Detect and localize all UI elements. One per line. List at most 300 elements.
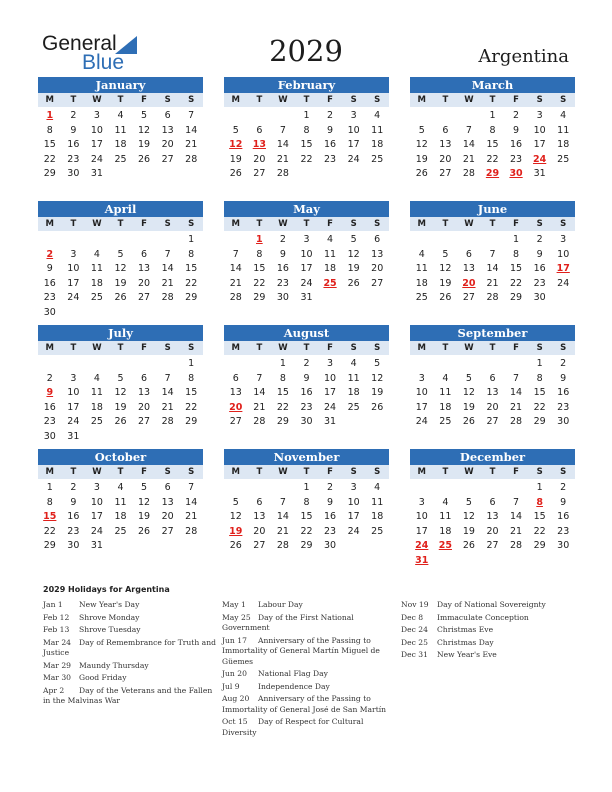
day-cell: 20 (253, 153, 266, 165)
day-cell: 18 (90, 401, 103, 413)
holiday-date: Mar 29 (43, 660, 72, 670)
day-cell: 10 (67, 387, 80, 398)
day-cell: 5 (117, 248, 124, 260)
day-cell: 2 (279, 234, 286, 245)
day-cell: 8 (303, 496, 310, 508)
day-cell: 21 (276, 153, 289, 165)
day-cell: 6 (232, 372, 239, 384)
day-cell: 2 (303, 358, 310, 369)
day-cell: 10 (557, 248, 570, 260)
day-cell: 3 (93, 110, 100, 121)
weekday-label: F (513, 343, 519, 353)
empty-cell (481, 357, 505, 372)
weekday-label: S (374, 343, 381, 353)
day-cell: 25 (114, 153, 127, 165)
day-cell: 15 (185, 387, 198, 398)
day-cell: 13 (161, 124, 174, 136)
day-cell: 6 (489, 496, 496, 508)
day-cell: 22 (300, 525, 313, 537)
day-cell: 12 (462, 511, 475, 522)
day-cell: 12 (347, 248, 360, 260)
weekday-label: W (278, 343, 288, 353)
day-cell: 19 (138, 511, 151, 522)
day-cell: 18 (114, 139, 127, 150)
holiday-item (222, 694, 397, 715)
month-title: September (410, 325, 575, 341)
day-cell: 26 (229, 540, 242, 551)
month-title: February (224, 77, 389, 93)
holiday-item (401, 638, 576, 649)
day-grid (410, 481, 575, 568)
day-cell: 4 (117, 110, 124, 121)
empty-cell (271, 109, 295, 124)
day-cell: 10 (300, 248, 313, 260)
holiday-day-cell: 30 (509, 168, 523, 179)
day-cell: 14 (229, 263, 242, 274)
holiday-name: Independence Day (258, 681, 330, 691)
day-cell: 24 (324, 401, 337, 413)
day-cell: 23 (324, 525, 337, 537)
day-cell: 5 (465, 496, 472, 508)
holiday-date: Dec 8 (401, 612, 424, 622)
day-cell: 6 (489, 372, 496, 384)
day-cell: 22 (300, 153, 313, 165)
day-cell: 23 (67, 153, 80, 165)
holiday-item (43, 661, 218, 672)
day-cell: 10 (347, 496, 360, 508)
day-cell: 6 (141, 372, 148, 384)
day-cell: 8 (256, 248, 263, 260)
holiday-column (401, 600, 576, 663)
day-cell: 21 (510, 401, 523, 413)
day-cell: 16 (67, 139, 80, 150)
weekday-label: S (536, 95, 543, 105)
day-cell: 2 (327, 482, 334, 493)
holiday-item (222, 636, 397, 668)
day-cell: 2 (46, 372, 53, 384)
day-cell: 28 (229, 292, 242, 303)
month-december (410, 449, 575, 568)
day-cell: 23 (43, 416, 56, 427)
day-cell: 27 (486, 540, 499, 551)
day-cell: 8 (188, 372, 195, 384)
day-cell: 29 (276, 416, 289, 427)
calendar-year: 2029 (269, 34, 343, 68)
day-cell: 9 (303, 372, 310, 384)
day-cell: 27 (253, 540, 266, 551)
day-cell: 19 (371, 387, 384, 398)
day-cell: 18 (557, 139, 570, 150)
holiday-name: Day of the Veterans and the Fallen in the Malvinas War (43, 685, 213, 705)
day-cell: 15 (253, 263, 266, 274)
day-cell: 3 (350, 110, 357, 121)
weekday-label: M (231, 95, 241, 105)
day-cell: 8 (46, 124, 53, 136)
holiday-name: Day of Remembrance for Truth and Justice (43, 637, 216, 657)
day-cell: 14 (510, 511, 523, 522)
day-cell: 1 (188, 234, 195, 245)
empty-cell (248, 109, 272, 124)
weekday-label: M (231, 467, 241, 477)
weekday-label: W (92, 467, 102, 477)
weekday-header-row (410, 217, 575, 231)
holiday-item (222, 613, 397, 634)
day-cell: 23 (276, 277, 289, 289)
holiday-date: Feb 12 (43, 612, 70, 622)
weekday-label: S (350, 467, 357, 477)
day-grid (410, 233, 575, 306)
day-cell: 4 (93, 372, 100, 384)
weekday-label: F (327, 343, 333, 353)
holiday-name: Day of Respect for Cultural Diversity (222, 717, 364, 737)
day-cell: 3 (350, 482, 357, 493)
day-cell: 14 (253, 387, 266, 398)
weekday-label: S (188, 95, 195, 105)
empty-cell (224, 481, 248, 496)
day-cell: 11 (90, 387, 103, 398)
empty-cell (457, 357, 481, 372)
holiday-name: Anniversary of the Passing to Immortality of General Martín Miguel de Güemes (222, 635, 380, 666)
day-cell: 31 (533, 168, 546, 179)
day-cell: 10 (415, 387, 428, 398)
day-cell: 14 (462, 139, 475, 150)
day-cell: 4 (374, 110, 381, 121)
weekday-label: W (278, 219, 288, 229)
weekday-label: S (188, 343, 195, 353)
weekday-label: T (489, 95, 496, 105)
day-cell: 14 (510, 387, 523, 398)
empty-cell (434, 357, 458, 372)
day-cell: 23 (557, 401, 570, 413)
holiday-name: Good Friday (79, 673, 127, 682)
day-cell: 30 (67, 168, 80, 179)
holiday-day-cell: 24 (533, 153, 547, 165)
holiday-name: National Flag Day (258, 669, 328, 678)
day-cell: 10 (415, 511, 428, 522)
day-grid (224, 481, 389, 554)
weekday-label: T (256, 343, 263, 353)
day-cell: 5 (465, 372, 472, 384)
day-cell: 10 (347, 124, 360, 136)
weekday-label: T (117, 219, 124, 229)
day-cell: 24 (347, 525, 360, 537)
holiday-column (222, 600, 397, 740)
holiday-item (43, 600, 218, 611)
day-cell: 20 (138, 277, 151, 289)
day-cell: 26 (138, 153, 151, 165)
day-cell: 21 (185, 511, 198, 522)
day-cell: 11 (439, 511, 452, 522)
holiday-date: Mar 30 (43, 673, 72, 682)
day-cell: 25 (114, 525, 127, 537)
day-cell: 30 (67, 540, 80, 551)
weekday-label: T (117, 467, 124, 477)
weekday-label: F (327, 467, 333, 477)
weekday-label: S (350, 219, 357, 229)
day-cell: 20 (371, 263, 384, 274)
day-cell: 8 (279, 372, 286, 384)
day-cell: 12 (138, 496, 151, 508)
weekday-label: T (489, 467, 496, 477)
weekday-label: T (303, 95, 310, 105)
empty-cell (132, 357, 156, 372)
month-april (38, 201, 203, 320)
holiday-name: Day of the First National Government (222, 612, 354, 632)
day-cell: 22 (486, 153, 499, 165)
empty-cell (248, 357, 272, 372)
weekday-label: M (417, 219, 427, 229)
holidays-title: 2029 Holidays for Argentina (43, 585, 170, 594)
weekday-label: S (350, 95, 357, 105)
day-cell: 13 (138, 387, 151, 398)
day-cell: 23 (67, 525, 80, 537)
weekday-label: F (513, 467, 519, 477)
day-cell: 4 (560, 110, 567, 121)
day-grid (224, 233, 389, 306)
day-cell: 22 (533, 401, 546, 413)
day-grid (224, 357, 389, 430)
day-cell: 29 (185, 292, 198, 303)
month-title: December (410, 449, 575, 465)
weekday-header-row (410, 93, 575, 107)
day-cell: 31 (90, 168, 103, 179)
day-cell: 2 (70, 110, 77, 121)
day-cell: 27 (253, 168, 266, 179)
weekday-label: T (442, 219, 449, 229)
empty-cell (224, 233, 248, 248)
day-cell: 19 (439, 277, 452, 289)
day-cell: 8 (188, 248, 195, 260)
weekday-header-row (38, 341, 203, 355)
day-cell: 30 (533, 292, 546, 303)
weekday-label: T (256, 467, 263, 477)
day-cell: 14 (276, 139, 289, 150)
day-cell: 21 (161, 401, 174, 413)
day-cell: 15 (533, 387, 546, 398)
day-cell: 13 (229, 387, 242, 398)
day-cell: 10 (324, 372, 337, 384)
weekday-label: T (256, 219, 263, 229)
weekday-label: W (92, 219, 102, 229)
weekday-label: F (513, 95, 519, 105)
day-cell: 18 (90, 277, 103, 289)
day-grid (38, 109, 203, 182)
day-cell: 18 (371, 511, 384, 522)
day-cell: 24 (67, 416, 80, 427)
day-cell: 15 (300, 139, 313, 150)
day-cell: 2 (513, 110, 520, 121)
holiday-day-cell: 20 (462, 277, 476, 289)
day-cell: 23 (557, 525, 570, 537)
holiday-day-cell: 8 (536, 496, 543, 508)
day-cell: 14 (276, 511, 289, 522)
holiday-day-cell: 1 (46, 110, 54, 121)
day-cell: 15 (533, 511, 546, 522)
weekday-header-row (38, 465, 203, 479)
day-cell: 28 (462, 168, 475, 179)
day-cell: 5 (141, 482, 148, 493)
day-cell: 27 (138, 416, 151, 427)
weekday-header-row (38, 217, 203, 231)
day-cell: 20 (138, 401, 151, 413)
holiday-item (222, 600, 397, 611)
day-cell: 16 (43, 277, 56, 289)
day-cell: 1 (279, 358, 286, 369)
empty-cell (481, 233, 505, 248)
month-title: January (38, 77, 203, 93)
day-cell: 4 (350, 358, 357, 369)
weekday-label: F (327, 219, 333, 229)
weekday-label: T (256, 95, 263, 105)
day-grid (38, 481, 203, 554)
month-title: July (38, 325, 203, 341)
holiday-date: Dec 24 (401, 625, 428, 634)
day-cell: 1 (188, 358, 195, 369)
day-cell: 14 (185, 496, 198, 508)
day-cell: 21 (276, 525, 289, 537)
day-cell: 16 (557, 511, 570, 522)
weekday-header-row (410, 465, 575, 479)
day-cell: 29 (185, 416, 198, 427)
holiday-date: Jul 9 (222, 681, 240, 691)
day-cell: 23 (324, 153, 337, 165)
empty-cell (410, 357, 434, 372)
weekday-label: T (70, 343, 77, 353)
empty-cell (434, 109, 458, 124)
weekday-label: S (164, 95, 171, 105)
day-cell: 17 (67, 401, 80, 413)
day-cell: 13 (439, 139, 452, 150)
month-july (38, 325, 203, 444)
day-cell: 29 (510, 292, 523, 303)
day-cell: 18 (347, 387, 360, 398)
weekday-header-row (224, 93, 389, 107)
day-cell: 9 (327, 496, 334, 508)
weekday-header-row (224, 465, 389, 479)
day-cell: 3 (93, 482, 100, 493)
day-cell: 22 (185, 401, 198, 413)
holiday-day-cell: 1 (256, 234, 263, 245)
day-cell: 26 (462, 416, 475, 427)
empty-cell (132, 233, 156, 248)
day-cell: 27 (486, 416, 499, 427)
day-cell: 27 (439, 168, 452, 179)
holiday-item (222, 669, 397, 680)
weekday-label: T (442, 467, 449, 477)
day-cell: 4 (117, 482, 124, 493)
empty-cell (85, 357, 109, 372)
weekday-label: M (417, 95, 427, 105)
day-cell: 22 (43, 525, 56, 537)
day-cell: 30 (300, 416, 313, 427)
holiday-name: Anniversary of the Passing to Immortality of General José de San Martín (222, 694, 387, 714)
day-cell: 1 (536, 482, 543, 493)
holiday-item (222, 682, 397, 693)
weekday-label: S (164, 219, 171, 229)
day-cell: 30 (43, 306, 56, 318)
day-cell: 16 (43, 401, 56, 413)
holiday-name: New Year's Day (79, 600, 140, 609)
empty-cell (109, 233, 133, 248)
weekday-label: F (141, 343, 147, 353)
holiday-date: Jan 1 (43, 600, 63, 609)
weekday-label: M (231, 219, 241, 229)
weekday-label: S (536, 343, 543, 353)
holiday-day-cell: 24 (415, 540, 429, 551)
day-cell: 11 (415, 263, 428, 274)
holiday-name: Maundy Thursday (79, 660, 149, 670)
empty-cell (410, 109, 434, 124)
day-cell: 13 (462, 263, 475, 274)
day-cell: 13 (486, 511, 499, 522)
day-cell: 5 (232, 124, 239, 136)
holiday-day-cell: 2 (46, 248, 54, 260)
day-cell: 21 (185, 139, 198, 150)
day-cell: 2 (70, 482, 77, 493)
day-cell: 9 (560, 496, 567, 508)
day-cell: 29 (533, 540, 546, 551)
day-cell: 1 (303, 482, 310, 493)
day-cell: 17 (347, 139, 360, 150)
day-cell: 6 (164, 110, 171, 121)
day-cell: 10 (90, 496, 103, 508)
day-cell: 2 (536, 234, 543, 245)
empty-cell (156, 233, 180, 248)
weekday-label: T (117, 343, 124, 353)
holiday-name: Christmas Day (437, 637, 494, 647)
weekday-label: S (164, 467, 171, 477)
empty-cell (457, 233, 481, 248)
day-cell: 13 (138, 263, 151, 274)
month-june (410, 201, 575, 306)
weekday-label: S (536, 467, 543, 477)
holiday-date: Feb 13 (43, 625, 70, 634)
empty-cell (434, 481, 458, 496)
day-cell: 28 (486, 292, 499, 303)
weekday-label: W (464, 95, 474, 105)
day-cell: 21 (462, 153, 475, 165)
holiday-day-cell: 31 (415, 554, 429, 566)
day-cell: 25 (371, 153, 384, 165)
holiday-day-cell: 25 (323, 277, 337, 289)
day-cell: 17 (533, 139, 546, 150)
day-cell: 3 (70, 248, 77, 260)
day-cell: 9 (327, 124, 334, 136)
weekday-header-row (224, 217, 389, 231)
day-cell: 5 (442, 248, 449, 260)
empty-cell (156, 357, 180, 372)
day-cell: 10 (67, 263, 80, 274)
holiday-item (222, 717, 397, 738)
day-cell: 22 (533, 525, 546, 537)
weekday-label: M (417, 343, 427, 353)
weekday-label: F (327, 95, 333, 105)
holiday-day-cell: 12 (229, 139, 243, 150)
day-cell: 19 (229, 153, 242, 165)
month-may (224, 201, 389, 306)
holiday-date: May 25 (222, 612, 251, 622)
day-cell: 15 (300, 511, 313, 522)
day-cell: 11 (371, 496, 384, 508)
day-cell: 23 (510, 153, 523, 165)
holiday-date: Oct 15 (222, 717, 248, 726)
day-cell: 26 (371, 401, 384, 413)
day-cell: 30 (557, 416, 570, 427)
day-cell: 26 (229, 168, 242, 179)
day-cell: 17 (67, 277, 80, 289)
day-cell: 26 (439, 292, 452, 303)
day-cell: 6 (256, 124, 263, 136)
